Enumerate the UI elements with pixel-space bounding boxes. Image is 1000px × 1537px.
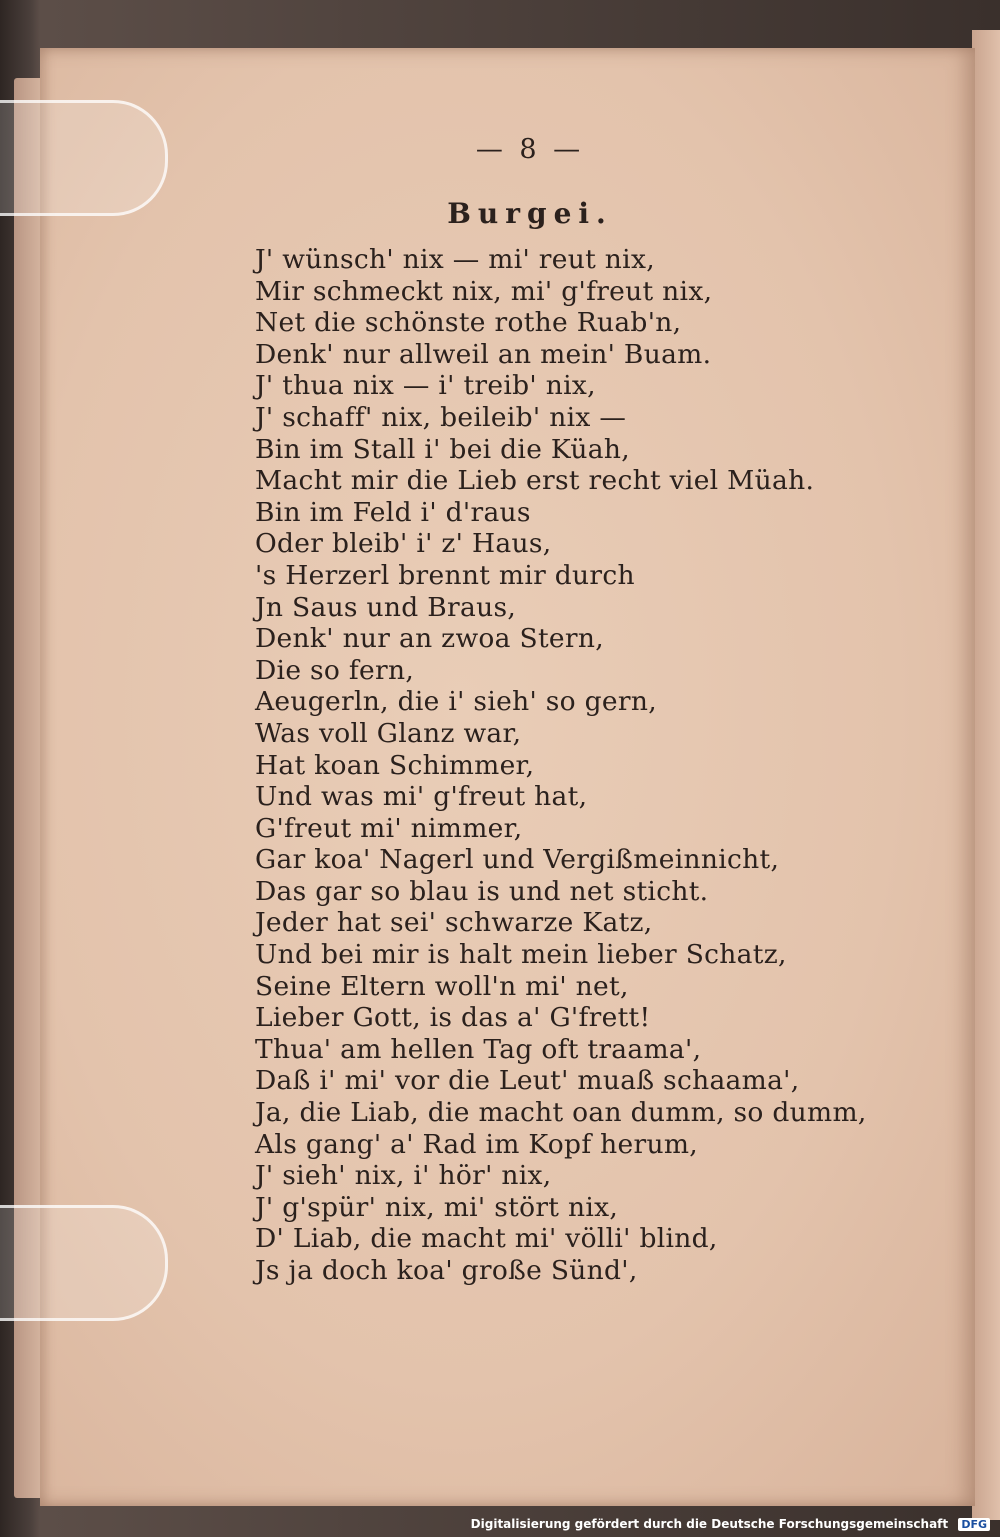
poem-line: Bin im Feld i' d'raus: [255, 496, 531, 528]
poem-line: Jeder hat sei' schwarze Katz,: [255, 907, 653, 939]
poem-text: [255, 244, 895, 1287]
poem-line: Denk' nur an zwoa Stern,: [255, 623, 604, 655]
poem-line: Thua' am hellen Tag oft traama',: [255, 1033, 702, 1065]
poem-line: J' thua nix — i' treib' nix,: [255, 370, 596, 402]
poem-line: Hat koan Schimmer,: [255, 749, 535, 781]
poem-line: G'freut mi' nimmer,: [255, 812, 523, 844]
poem-line: Das gar so blau is und net sticht.: [255, 875, 709, 907]
poem-line: Mir schmeckt nix, mi' g'freut nix,: [255, 275, 713, 307]
poem-line: Denk' nur allweil an mein' Buam.: [255, 338, 712, 370]
poem-line: Daß i' mi' vor die Leut' muaß schaama',: [255, 1065, 800, 1097]
page-number: — 8 —: [475, 134, 585, 165]
poem-line: Oder bleib' i' z' Haus,: [255, 528, 552, 560]
poem-line: Lieber Gott, is das a' G'frett!: [255, 1002, 651, 1034]
poem-line: J' wünsch' nix — mi' reut nix,: [255, 244, 655, 275]
poem-line: Ja, die Liab, die macht oan dumm, so dumm,: [255, 1097, 867, 1129]
page-clip-top: [0, 100, 168, 216]
poem-line: Die so fern,: [255, 654, 415, 686]
digitization-credit: [471, 1517, 990, 1531]
poem-line: 's Herzerl brennt mir durch: [255, 559, 635, 591]
poem-line: J' schaff' nix, beileib' nix —: [255, 401, 627, 433]
poem-line: Aeugerln, die i' sieh' so gern,: [255, 686, 657, 718]
dfg-logo: DFG: [958, 1518, 990, 1531]
poem-line: Gar koa' Nagerl und Vergißmeinnicht,: [255, 844, 780, 876]
page-clip-bottom: [0, 1205, 168, 1321]
poem-line: D' Liab, die macht mi' völli' blind,: [255, 1223, 718, 1255]
poem-line: J' sieh' nix, i' hör' nix,: [255, 1160, 552, 1192]
facing-page-edge: [972, 30, 1000, 1520]
poem-line: J' g'spür' nix, mi' stört nix,: [255, 1191, 619, 1223]
poem-line: Bin im Stall i' bei die Küah,: [255, 433, 630, 465]
poem-line: Net die schönste rothe Ruab'n,: [255, 307, 682, 339]
poem-line: Als gang' a' Rad im Kopf herum,: [255, 1128, 698, 1160]
poem-line: Jn Saus und Braus,: [255, 591, 517, 623]
poem-line: Und was mi' g'freut hat,: [255, 781, 588, 813]
poem-line: Js ja doch koa' große Sünd',: [255, 1255, 638, 1286]
poem-line: Und bei mir is halt mein lieber Schatz,: [255, 939, 787, 971]
poem-line: Seine Eltern woll'n mi' net,: [255, 970, 629, 1002]
poem-title: Burgei.: [447, 197, 613, 230]
poem-line: Macht mir die Lieb erst recht viel Müah.: [255, 465, 815, 497]
poem-line: Was voll Glanz war,: [255, 717, 522, 749]
credit-text: Digitalisierung gefördert durch die Deutsche Forschungsgemeinschaft: [470, 1517, 949, 1531]
